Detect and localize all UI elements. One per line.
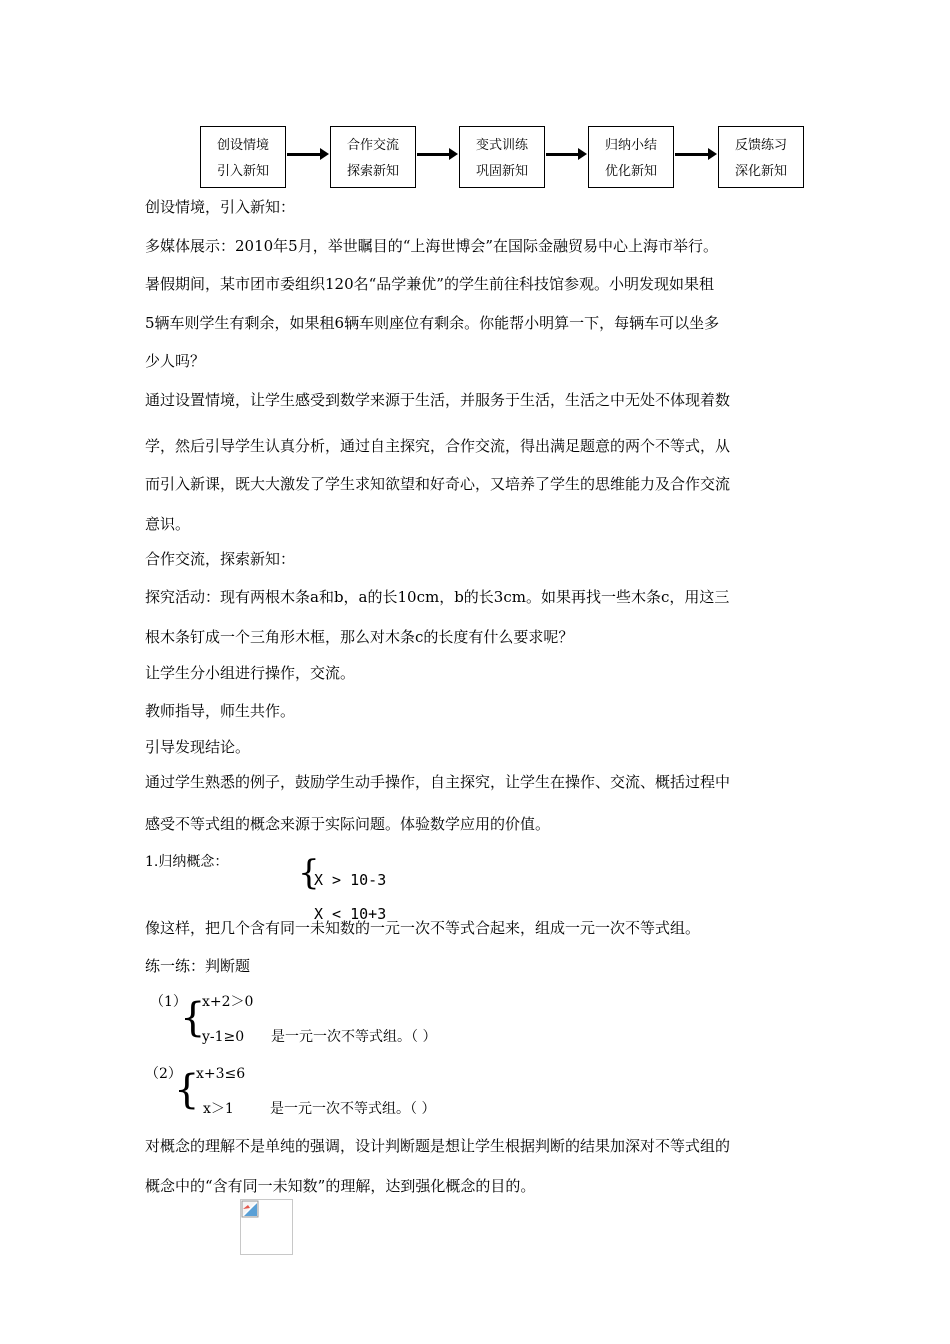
brace-symbol: { <box>298 853 320 893</box>
inequality-2: X < 10+3 <box>314 905 387 923</box>
paragraph-line: 通过学生熟悉的例子，鼓励学生动手操作，自主探究，让学生在操作、交流、概括过程中 <box>145 773 731 791</box>
paragraph-line: 引导发现结论。 <box>145 738 251 756</box>
flow-arrow-1 <box>287 153 321 156</box>
paragraph-line: 5辆车则学生有剩余，如果租6辆车则座位有剩余。你能帮小明算一下，每辆车可以坐多 <box>145 314 720 332</box>
flow-step-5-line2: 深化新知 <box>734 164 787 179</box>
paragraph-line: 概念中的“含有同一未知数”的理解，达到强化概念的目的。 <box>145 1177 536 1195</box>
heading-2: 合作交流，探索新知： <box>145 550 296 568</box>
flow-step-1-line1: 创设情境 <box>216 138 269 153</box>
flow-step-2 <box>330 126 416 188</box>
paragraph-line: 暑假期间，某市团市委组织120名“品学兼优”的学生前往科技馆参观。小明发现如果租 <box>145 275 714 293</box>
inequality-1: X > 10-3 <box>314 871 387 889</box>
flow-step-5-line1: 反馈练习 <box>734 138 787 153</box>
question-2-number: （2） <box>145 1066 182 1082</box>
paragraph-line: 探究活动：现有两根木条a和b，a的长10cm，b的长3cm。如果再找一些木条c，用这三 <box>145 588 730 606</box>
flow-step-2-line2: 探索新知 <box>346 164 399 179</box>
brace-symbol: { <box>180 995 206 1041</box>
question-1-number: （1） <box>150 994 187 1010</box>
flow-step-1-line2: 引入新知 <box>216 164 269 179</box>
image-placeholder <box>240 1199 293 1255</box>
flow-arrow-2 <box>417 153 450 156</box>
question-2-prompt: 是一元一次不等式组。（ ） <box>270 1101 436 1117</box>
question-1-prompt: 是一元一次不等式组。（ ） <box>271 1029 437 1045</box>
flow-step-4 <box>588 126 674 188</box>
flow-step-3-line1: 变式训练 <box>475 138 528 153</box>
flow-arrow-3 <box>546 153 579 156</box>
paragraph-line: 少人吗？ <box>145 352 206 370</box>
paragraph-line: 而引入新课，既大大激发了学生求知欲望和好奇心，又培养了学生的思维能力及合作交流 <box>145 475 731 493</box>
flow-step-1 <box>200 126 286 188</box>
paragraph-line: 学，然后引导学生认真分析，通过自主探究，合作交流，得出满足题意的两个不等式，从 <box>145 437 731 455</box>
paragraph-line: 意识。 <box>145 515 191 533</box>
paragraph-line: 感受不等式组的概念来源于实际问题。体验数学应用的价值。 <box>145 815 551 833</box>
paragraph-line: 通过设置情境，让学生感受到数学来源于生活，并服务于生活，生活之中无处不体现着数 <box>145 391 731 409</box>
flow-step-2-line1: 合作交流 <box>346 138 399 153</box>
flow-arrow-4 <box>675 153 709 156</box>
flow-step-4-line1: 归纳小结 <box>604 138 657 153</box>
paragraph-line: 多媒体展示：2010年5月，举世瞩目的“上海世博会”在国际金融贸易中心上海市举行。 <box>145 237 719 255</box>
question-2-line-b: x＞1 <box>203 1101 234 1117</box>
broken-image-icon <box>241 1200 259 1218</box>
paragraph-line: 教师指导，师生共作。 <box>145 702 296 720</box>
heading-4: 练一练：判断题 <box>145 957 251 975</box>
paragraph-line: 对概念的理解不是单纯的强调，设计判断题是想让学生根据判断的结果加深对不等式组的 <box>145 1137 731 1155</box>
paragraph-line: 像这样，把几个含有同一未知数的一元一次不等式合起来，组成一元一次不等式组。 <box>145 919 701 937</box>
brace-symbol: { <box>174 1067 200 1113</box>
flow-step-3 <box>459 126 545 188</box>
flow-step-4-line2: 优化新知 <box>604 164 657 179</box>
flow-step-3-line2: 巩固新知 <box>475 164 528 179</box>
paragraph-line: 根木条钉成一个三角形木框，那么对木条c的长度有什么要求呢？ <box>145 628 574 646</box>
paragraph-line: 让学生分小组进行操作，交流。 <box>145 664 356 682</box>
flow-step-5 <box>718 126 804 188</box>
question-2-line-a: x+3≤6 <box>196 1066 246 1082</box>
heading-1: 创设情境，引入新知： <box>145 198 296 216</box>
question-1-line-b: y-1≥0 <box>202 1029 245 1045</box>
heading-3: 1.归纳概念： <box>145 854 229 870</box>
question-1-line-a: x+2＞0 <box>202 994 254 1010</box>
